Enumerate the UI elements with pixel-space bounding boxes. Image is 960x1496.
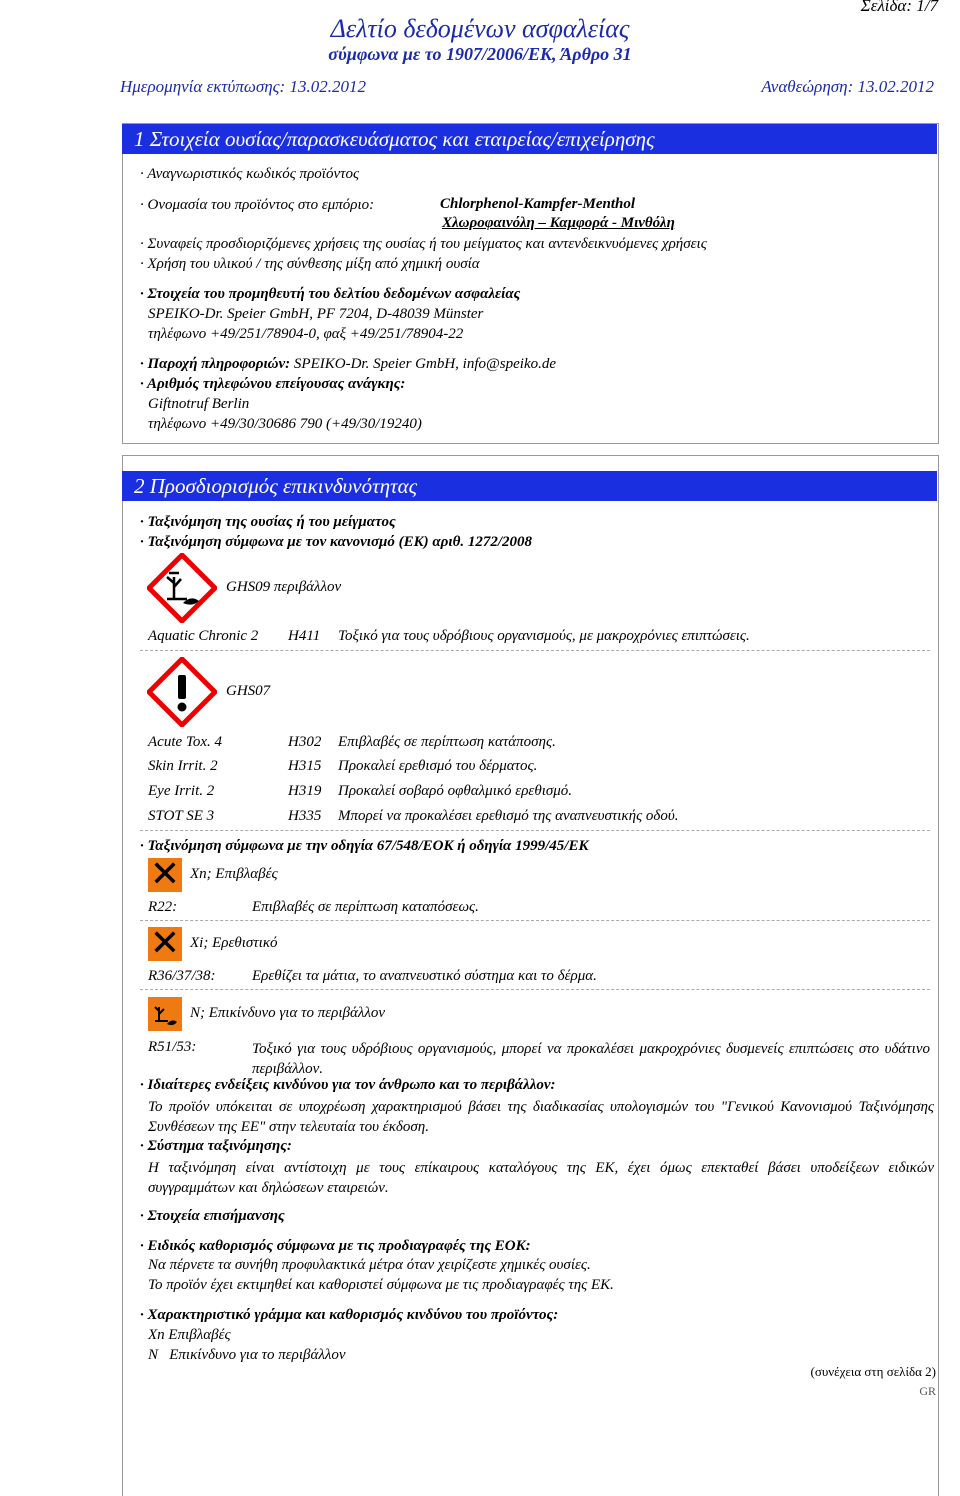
r36-code: R36/37/38:: [148, 968, 216, 984]
trade-name-greek: Χλωροφαινόλη – Καμφορά - Μινθόλη: [442, 215, 675, 231]
n-label: N; Επικίνδυνο για το περιβάλλον: [190, 1005, 385, 1021]
eec-label: · Ειδικός καθορισμός σύμφωνα με τις προδιαγραφές της ΕΟΚ:: [140, 1238, 531, 1254]
relevant-uses: · Συναφείς προσδιοριζόμενες χρήσεις της ουσίας ή του μείγματος και αντενδεικνυόμενες χρήσεις: [140, 236, 707, 252]
page-number: Σελίδα: 1/7: [860, 0, 938, 15]
emergency-name: Giftnotruf Berlin: [148, 396, 250, 412]
classification-label: · Ταξινόμηση της ουσίας ή του μείγματος: [140, 514, 396, 530]
info-label: · Παροχή πληροφοριών:: [140, 356, 291, 372]
special-hazards-text: Το προϊόν υπόκειται σε υποχρέωση χαρακτηρισμού βάσει της διαδικασίας υπολογισμών του "Γενικού Κανονισμού Ταξινόμησης Συνθέσεων της ΕΕ" στην τελευταία του έκδοση.: [148, 1099, 934, 1135]
hazard-code: H335: [288, 808, 322, 824]
letter-n: N Επικίνδυνο για το περιβάλλον: [148, 1347, 346, 1363]
revision-date: Αναθεώρηση: 13.02.2012: [761, 77, 934, 96]
hazard-class: Skin Irrit. 2: [148, 758, 218, 774]
xi-irritant-icon: ✕: [149, 923, 181, 964]
hazard-text: Επιβλαβές σε περίπτωση κατάποσης.: [338, 734, 556, 750]
hazard-code: H315: [288, 758, 322, 774]
letter-xn: Xn Επιβλαβές: [148, 1327, 231, 1343]
hazard-text: Προκαλεί ερεθισμό του δέρματος.: [338, 758, 538, 774]
print-date: Ημερομηνία εκτύπωσης: 13.02.2012: [120, 77, 366, 96]
divider: [140, 920, 930, 921]
r22-text: Επιβλαβές σε περίπτωση καταπόσεως.: [252, 899, 479, 915]
xn-label: Xn; Επιβλαβές: [190, 866, 278, 882]
emergency-label: · Αριθμός τηλεφώνου επείγουσας ανάγκης:: [140, 376, 406, 392]
emergency-phone: τηλέφωνο +49/30/30686 790 (+49/30/19240): [148, 416, 422, 432]
eec-line-1: Να πέρνετε τα συνήθη προφυλακτικά μέτρα όταν χειρίζεστε χημικές ουσίες.: [148, 1257, 591, 1273]
r51-code: R51/53:: [148, 1039, 197, 1055]
ghs07-label: GHS07: [226, 683, 271, 699]
aquatic-code: H411: [288, 628, 321, 644]
divider: [140, 650, 930, 651]
r51-text: Τοξικό για τους υδρόβιους οργανισμούς, μπορεί να προκαλέσει μακροχρόνιες δυσμενείς επιπτώσεις στο υδάτινο περιβάλλον.: [252, 1041, 930, 1077]
xn-harmful-icon: ✕: [149, 854, 181, 895]
system-label: · Σύστημα ταξινόμησης:: [140, 1138, 292, 1154]
ghs09-environment-icon: [147, 553, 217, 623]
aquatic-class: Aquatic Chronic 2: [148, 628, 259, 644]
supplier-label: · Στοιχεία του προμηθευτή του δελτίου δεδομένων ασφαλείας: [140, 286, 521, 302]
trade-name-label: · Ονομασία του προϊόντος στο εμπόριο:: [140, 197, 375, 213]
divider: [140, 830, 930, 831]
divider: [140, 989, 930, 990]
xi-label: Xi; Ερεθιστικό: [190, 935, 278, 951]
supplier-phone: τηλέφωνο +49/251/78904-0, φαξ +49/251/78904-22: [148, 326, 464, 342]
hazard-text: Προκαλεί σοβαρό οφθαλμικό ερεθισμό.: [338, 783, 573, 799]
eec-line-2: Το προϊόν έχει εκτιμηθεί και καθοριστεί σύμφωνα με τις προδιαγραφές της ΕΚ.: [148, 1277, 614, 1293]
language-code: GR: [919, 1384, 936, 1398]
section2-heading: 2 Προσδιορισμός επικινδυνότητας: [122, 471, 937, 501]
n-environment-icon: [148, 997, 182, 1031]
hazard-class: Eye Irrit. 2: [148, 783, 215, 799]
hazard-text: Μπορεί να προκαλέσει ερεθισμό της αναπνευστικής οδού.: [338, 808, 679, 824]
aquatic-text: Τοξικό για τους υδρόβιους οργανισμούς, με μακροχρόνιες επιπτώσεις.: [338, 628, 750, 644]
document-title: Δελτίο δεδομένων ασφαλείας: [330, 14, 630, 43]
use-label: · Χρήση του υλικού / της σύνθεσης: [140, 256, 342, 272]
supplier-address: SPEIKO-Dr. Speier GmbH, PF 7204, D-48039 Münster: [148, 306, 484, 322]
special-hazards-label: · Ιδιαίτερες ενδείξεις κινδύνου για τον άνθρωπο και το περιβάλλον:: [140, 1077, 556, 1093]
letter-label: · Χαρακτηριστικό γράμμα και καθορισμός κινδύνου του προϊόντος:: [140, 1307, 559, 1323]
clp-label: · Ταξινόμηση σύμφωνα με τον κανονισμό (ΕΚ) αριθ. 1272/2008: [140, 534, 533, 550]
section1-heading: 1 Στοιχεία ουσίας/παρασκευάσματος και εταιρείας/επιχείρησης: [122, 124, 937, 154]
hazard-code: H302: [288, 734, 322, 750]
ghs07-exclamation-icon: [147, 657, 217, 727]
document-subtitle: σύμφωνα με το 1907/2006/ΕΚ, Άρθρο 31: [328, 44, 632, 64]
r36-text: Ερεθίζει τα μάτια, το αναπνευστικό σύστημα και το δέρμα.: [252, 968, 597, 984]
hazard-class: Acute Tox. 4: [148, 734, 223, 750]
r22-code: R22:: [148, 899, 178, 915]
label-elements-label: · Στοιχεία επισήμανσης: [140, 1208, 285, 1224]
continued-note: (συνέχεια στη σελίδα 2): [810, 1364, 936, 1379]
hazard-code: H319: [288, 783, 322, 799]
use-value: μίξη από χημική ουσία: [345, 256, 480, 272]
system-text: Η ταξινόμηση είναι αντίστοιχη με τους επίκαιρους καταλόγους της ΕΚ, έχει όμως επεκταθεί βάσει υποδείξεων ειδικών συγγραμμάτων και δηλώσεων εταιρειών.: [148, 1160, 934, 1196]
hazard-class: STOT SE 3: [148, 808, 215, 824]
trade-name: Chlorphenol-Kampfer-Menthol: [440, 196, 636, 212]
directive-label: · Ταξινόμηση σύμφωνα με την οδηγία 67/548/ΕΟΚ ή οδηγία 1999/45/ΕΚ: [140, 838, 589, 854]
product-identifier-label: · Αναγνωριστικός κωδικός προϊόντος: [140, 166, 360, 182]
info-value: SPEIKO-Dr. Speier GmbH, info@speiko.de: [293, 356, 557, 372]
ghs09-label: GHS09 περιβάλλον: [226, 579, 342, 595]
